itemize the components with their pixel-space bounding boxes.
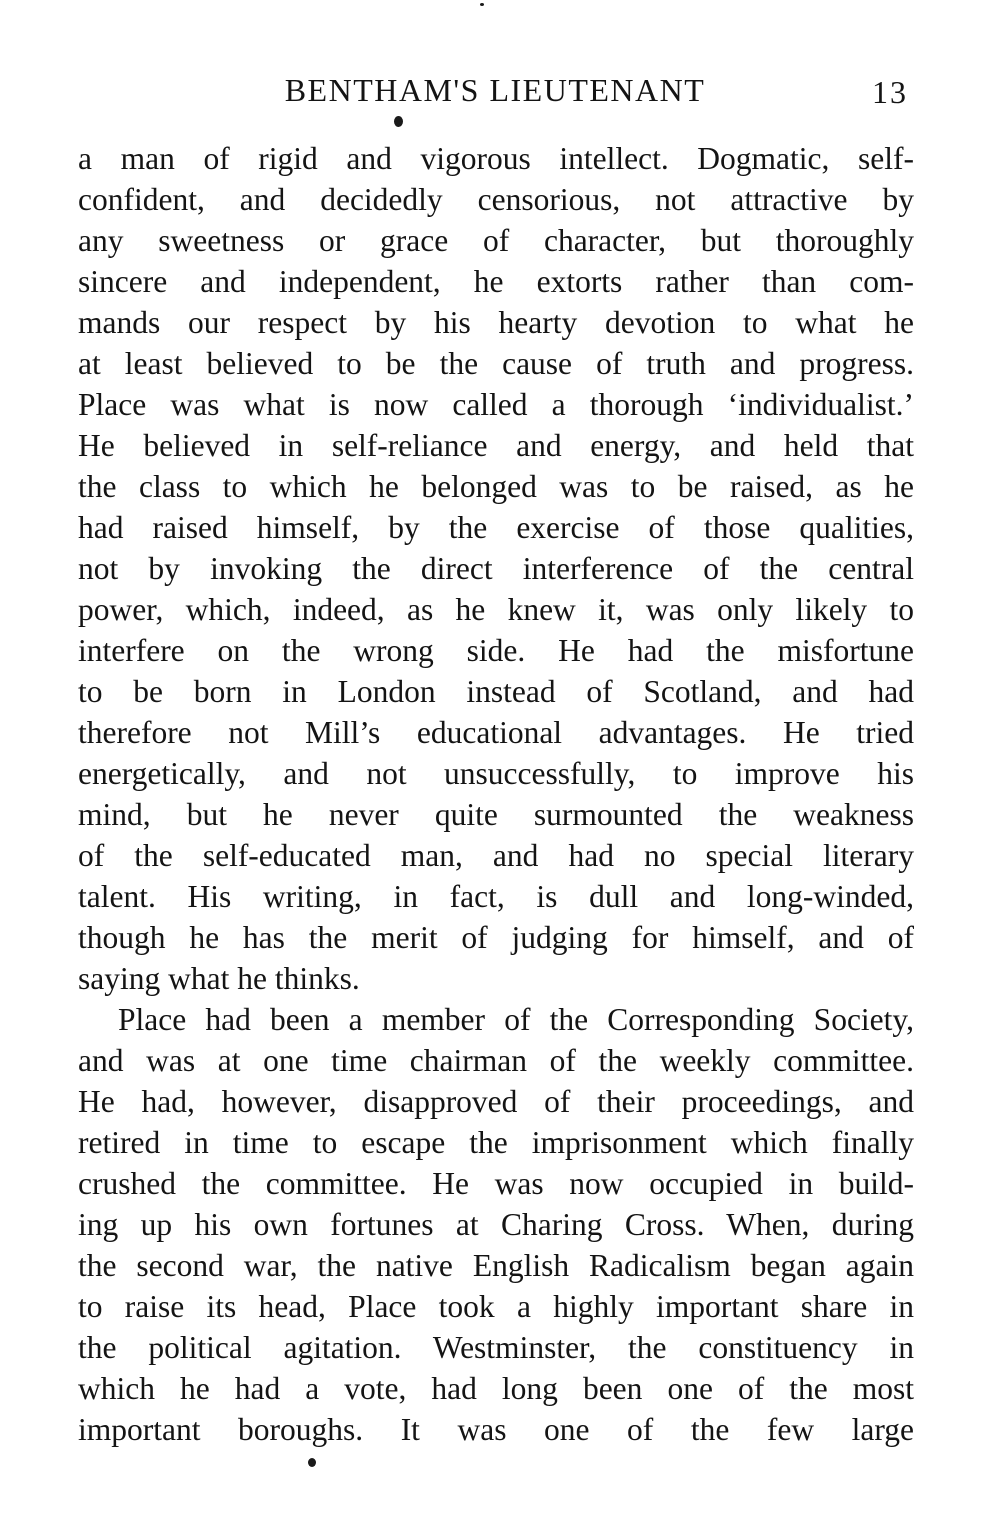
running-title: BENTHAM'S LIEUTENANT	[284, 72, 706, 108]
body-text	[78, 138, 914, 1450]
text-line: and was at one time chairman of the weekly committee.	[78, 1043, 914, 1078]
paragraph-1	[78, 138, 914, 999]
text-line: saying what he thinks.	[78, 961, 360, 996]
text-line: Place had been a member of the Corresponding Society,	[118, 1002, 914, 1037]
text-line: which he had a vote, had long been one of the most	[78, 1371, 914, 1406]
text-line: at least believed to be the cause of truth and progress.	[78, 346, 914, 381]
ink-speck	[308, 1458, 316, 1467]
text-line: Place was what is now called a thorough ‘individualist.’	[78, 387, 914, 422]
page-header	[78, 66, 912, 114]
text-line: mind, but he never quite surmounted the weakness	[78, 797, 914, 832]
text-line: to raise its head, Place took a highly important share in	[78, 1289, 914, 1324]
text-line: He believed in self-reliance and energy, and held that	[78, 428, 914, 463]
text-line: crushed the committee. He was now occupied in build-	[78, 1166, 914, 1201]
text-line: sincere and independent, he extorts rather than com-	[78, 264, 914, 299]
text-line: retired in time to escape the imprisonment which finally	[78, 1125, 914, 1160]
text-line: ing up his own fortunes at Charing Cross. When, during	[78, 1207, 914, 1242]
text-line: mands our respect by his hearty devotion to what he	[78, 305, 914, 340]
text-line: talent. His writing, in fact, is dull and long-winded,	[78, 879, 914, 914]
text-line: energetically, and not unsuccessfully, to improve his	[78, 756, 914, 791]
text-line: the second war, the native English Radicalism began again	[78, 1248, 914, 1283]
text-line: a man of rigid and vigorous intellect. Dogmatic, self-	[78, 141, 914, 176]
text-line: not by invoking the direct interference of the central	[78, 551, 914, 586]
text-line: therefore not Mill’s educational advantages. He tried	[78, 715, 914, 750]
text-line: power, which, indeed, as he knew it, was only likely to	[78, 592, 914, 627]
text-line: the political agitation. Westminster, the constituency in	[78, 1330, 914, 1365]
text-line: though he has the merit of judging for himself, and of	[78, 920, 914, 955]
text-line: interfere on the wrong side. He had the misfortune	[78, 633, 914, 668]
text-line: confident, and decidedly censorious, not attractive by	[78, 182, 914, 217]
text-line: He had, however, disapproved of their proceedings, and	[78, 1084, 914, 1119]
text-line: important boroughs. It was one of the few large	[78, 1412, 914, 1447]
text-line: of the self-educated man, and had no special literary	[78, 838, 914, 873]
text-line: had raised himself, by the exercise of those qualities,	[78, 510, 914, 545]
text-line: any sweetness or grace of character, but thoroughly	[78, 223, 914, 258]
page-number: 13	[872, 74, 908, 110]
ink-speck	[480, 3, 484, 6]
ink-speck	[394, 116, 403, 127]
paragraph-2	[78, 999, 914, 1450]
text-line: to be born in London instead of Scotland, and had	[78, 674, 914, 709]
text-line: the class to which he belonged was to be raised, as he	[78, 469, 914, 504]
